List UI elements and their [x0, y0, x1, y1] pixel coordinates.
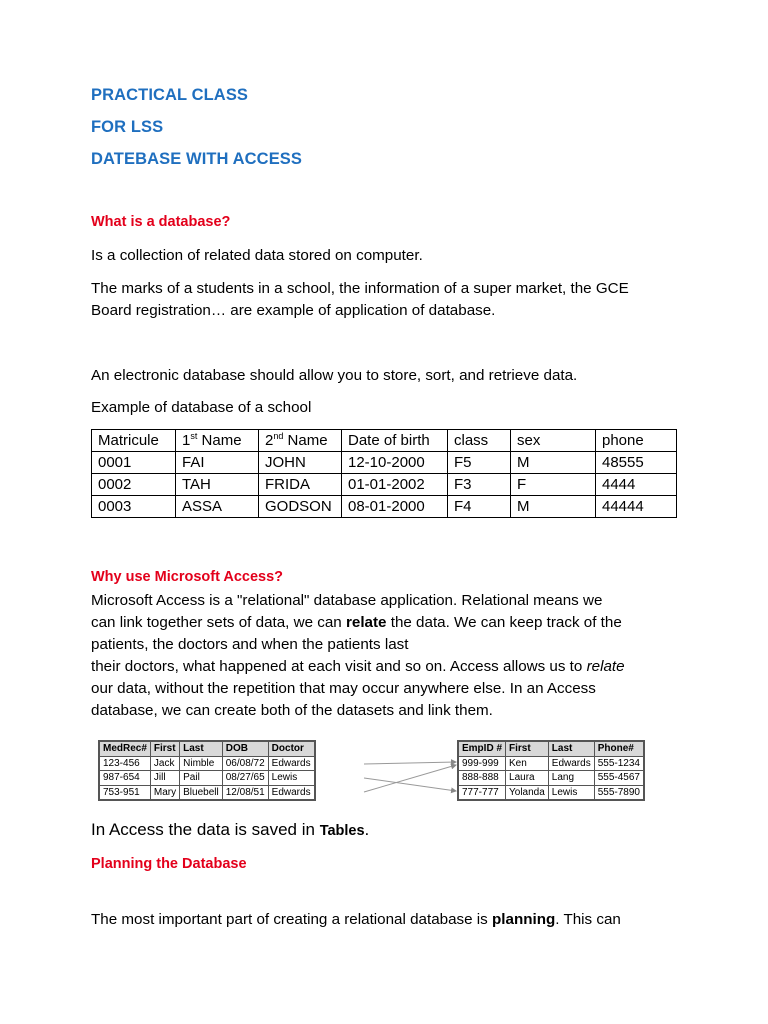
doc-title-line-2: FOR LSS	[91, 118, 164, 136]
planning-text-c: . This can	[555, 911, 621, 928]
heading-planning: Planning the Database	[91, 856, 247, 872]
table-cell: 555-1234	[594, 756, 644, 771]
header-class: class	[448, 430, 511, 452]
paragraph-electronic-database: An electronic database should allow you to store, sort, and retrieve data.	[91, 367, 578, 384]
doctors-header-cell: Last	[548, 741, 594, 756]
link-edwards-2	[364, 765, 456, 792]
tables-keyword: Tables	[319, 823, 365, 839]
table-cell: Edwards	[268, 785, 314, 800]
table-cell: Mary	[150, 785, 179, 800]
why-access-line-2-c: the data. We can keep track of the	[386, 614, 622, 631]
table-cell: 555-4567	[594, 771, 644, 786]
table-cell: M	[511, 496, 596, 518]
planning-text-a: The most important part of creating a relational database is	[91, 911, 492, 928]
doc-title-line-1: PRACTICAL CLASS	[91, 86, 249, 104]
table-cell: Lang	[548, 771, 594, 786]
table-cell: F3	[448, 474, 511, 496]
header-second-name-sup: nd	[273, 431, 284, 441]
table-cell: F	[511, 474, 596, 496]
paragraph-definition: Is a collection of related data stored on computer.	[91, 247, 423, 264]
doc-title-line-3: DATEBASE WITH ACCESS	[91, 150, 303, 168]
table-cell: 0003	[92, 496, 176, 518]
heading-why-access: Why use Microsoft Access?	[91, 569, 284, 585]
header-matricule: Matricule	[92, 430, 176, 452]
table-cell: 123-456	[99, 756, 150, 771]
table-cell: FAI	[176, 452, 259, 474]
table-cell: 4444	[596, 474, 677, 496]
table-cell: FRIDA	[259, 474, 342, 496]
header-phone: phone	[596, 430, 677, 452]
tables-sentence-period: .	[364, 820, 370, 839]
table-cell: 0002	[92, 474, 176, 496]
table-cell: ASSA	[176, 496, 259, 518]
header-first-name-num: 1	[182, 432, 191, 449]
table-cell: Edwards	[548, 756, 594, 771]
why-access-line-4-a: their doctors, what happened at each visit and so on. Access allows us to	[91, 658, 587, 675]
table-cell: Lewis	[548, 785, 594, 800]
table-cell: 0001	[92, 452, 176, 474]
table-cell: M	[511, 452, 596, 474]
table-cell: 01-01-2002	[342, 474, 448, 496]
table-cell: 753-951	[99, 785, 150, 800]
table-cell: 777-777	[458, 785, 506, 800]
patients-header-cell: MedRec#	[99, 741, 150, 756]
doctors-header-cell: First	[506, 741, 549, 756]
header-second-name-text: Name	[283, 432, 328, 449]
why-access-line-5: our data, without the repetition that may occur anywhere else. In an Access	[91, 680, 596, 697]
table-cell: Yolanda	[506, 785, 549, 800]
table-cell: 12-10-2000	[342, 452, 448, 474]
why-access-relate-italic: relate	[586, 658, 625, 675]
link-edwards-1	[364, 762, 456, 764]
table-cell: 06/08/72	[222, 756, 268, 771]
table-cell: Jack	[150, 756, 179, 771]
why-access-relate-bold: relate	[345, 614, 387, 631]
table-cell: 08/27/65	[222, 771, 268, 786]
header-first-name-text: Name	[197, 432, 242, 449]
table-cell: GODSON	[259, 496, 342, 518]
table-cell: 888-888	[458, 771, 506, 786]
doctors-header-cell: EmpID #	[458, 741, 506, 756]
table-cell: Jill	[150, 771, 179, 786]
table-cell: Nimble	[180, 756, 223, 771]
paragraph-school-example: Example of database of a school	[91, 399, 312, 416]
table-cell: 987-654	[99, 771, 150, 786]
paragraph-examples-line-2: Board registration… are example of application of database.	[91, 302, 496, 319]
table-cell: Lewis	[268, 771, 314, 786]
table-cell: Laura	[506, 771, 549, 786]
table-cell: TAH	[176, 474, 259, 496]
paragraph-examples-line-1: The marks of a students in a school, the information of a super market, the GCE	[91, 280, 629, 297]
table-cell: 999-999	[458, 756, 506, 771]
table-cell: 555-7890	[594, 785, 644, 800]
table-cell: 48555	[596, 452, 677, 474]
header-second-name-num: 2	[265, 432, 274, 449]
paragraph-planning	[91, 909, 691, 931]
patients-header-cell: Last	[180, 741, 223, 756]
table-cell: JOHN	[259, 452, 342, 474]
table-cell: Bluebell	[180, 785, 223, 800]
table-cell: F4	[448, 496, 511, 518]
why-access-line-3: patients, the doctors and when the patients last	[91, 636, 409, 653]
table-cell: 44444	[596, 496, 677, 518]
header-sex: sex	[511, 430, 596, 452]
why-access-line-2-a: can link together sets of data, we can	[91, 614, 346, 631]
table-cell: Pail	[180, 771, 223, 786]
patients-header-cell: Doctor	[268, 741, 314, 756]
header-date-of-birth: Date of birth	[342, 430, 448, 452]
table-cell: Ken	[506, 756, 549, 771]
why-access-line-6: database, we can create both of the datasets and link them.	[91, 702, 493, 719]
table-cell: 12/08/51	[222, 785, 268, 800]
patients-header-cell: DOB	[222, 741, 268, 756]
patients-header-cell: First	[150, 741, 179, 756]
why-access-line-1: Microsoft Access is a "relational" database application. Relational means we	[91, 592, 603, 609]
table-cell: F5	[448, 452, 511, 474]
table-cell: Edwards	[268, 756, 314, 771]
link-lewis	[364, 778, 456, 791]
heading-what-is-database: What is a database?	[91, 214, 231, 230]
header-first-name-sup: st	[190, 431, 198, 441]
doctors-header-cell: Phone#	[594, 741, 644, 756]
planning-keyword: planning	[492, 911, 556, 928]
table-cell: 08-01-2000	[342, 496, 448, 518]
tables-sentence-text: In Access the data is saved in	[91, 820, 320, 839]
tables-sentence	[91, 820, 369, 840]
